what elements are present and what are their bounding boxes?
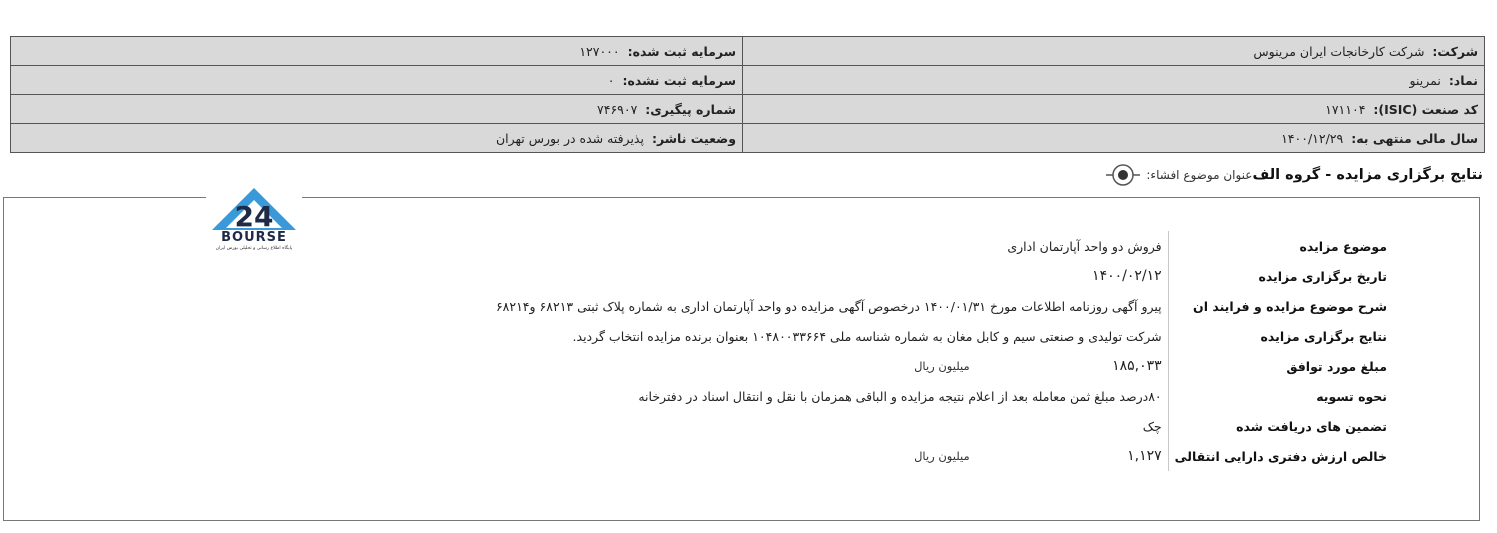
auction-date-value: ۱۴۰۰/۰۲/۱۲ — [1092, 268, 1162, 284]
net-book-value-unit: میلیون ریال — [914, 449, 970, 463]
auction-results-value: شرکت تولیدی و صنعتی سیم و کابل مغان به شماره شناسه ملی ۱۰۴۸۰۰۳۳۶۶۴ بعنوان برنده مزایده انتخاب گردید. — [572, 328, 1162, 344]
net-book-value-value: ۱,۱۲۷ — [1127, 448, 1162, 464]
auction-date-label: تاریخ برگزاری مزایده — [1168, 261, 1387, 291]
unregistered-capital-cell — [11, 66, 743, 95]
guarantees-label: تضمین های دریافت شده — [1168, 411, 1387, 441]
info-row — [11, 95, 1485, 124]
tracking-number-value: ۷۴۶۹۰۷ — [597, 101, 638, 117]
unregistered-capital-value: ۰ — [607, 72, 615, 88]
auction-details-table — [496, 231, 1387, 471]
logo-text: BOURSE — [221, 230, 287, 245]
tracking-number-label: شماره پیگیری: — [645, 101, 736, 117]
info-row — [11, 124, 1485, 153]
detail-row — [496, 261, 1387, 291]
auction-subject-value: فروش دو واحد آپارتمان اداری — [1007, 238, 1162, 254]
registered-capital-label: سرمایه ثبت شده: — [627, 43, 736, 59]
company-label: شرکت: — [1432, 43, 1478, 59]
agreed-amount-value: ۱۸۵,۰۳۳ — [1112, 358, 1162, 374]
tracking-number-cell — [11, 95, 743, 124]
symbol-cell — [743, 66, 1485, 95]
detail-row — [496, 381, 1387, 411]
settlement-value: ۸۰درصد مبلغ ثمن معامله بعد از اعلام نتیجه مزایده و الباقی همزمان با نقل و انتقال اسناد در دفترخانه — [638, 388, 1162, 404]
isic-label: کد صنعت (ISIC): — [1373, 101, 1478, 117]
svg-text:24: 24 — [234, 200, 274, 232]
isic-cell — [743, 95, 1485, 124]
registered-capital-value: ۱۲۷۰۰۰ — [579, 43, 620, 59]
auction-subject-label: موضوع مزایده — [1168, 231, 1387, 261]
bourse24-logo — [208, 186, 300, 258]
info-row — [11, 37, 1485, 66]
detail-row — [496, 411, 1387, 441]
subject-title: نتایج برگزاری مزایده - گروه الف — [1252, 167, 1483, 183]
agreed-amount-cell — [496, 351, 1168, 381]
fiscal-year-value: ۱۴۰۰/۱۲/۲۹ — [1281, 130, 1344, 146]
isic-value: ۱۷۱۱۰۴ — [1325, 101, 1366, 117]
fiscal-year-label: سال مالی منتهی به: — [1351, 130, 1478, 146]
auction-results-label: نتایج برگزاری مزایده — [1168, 321, 1387, 351]
unregistered-capital-label: سرمایه ثبت نشده: — [622, 72, 736, 88]
detail-row — [496, 321, 1387, 351]
detail-row — [496, 231, 1387, 261]
fiscal-year-cell — [743, 124, 1485, 153]
detail-row — [496, 291, 1387, 321]
net-book-value-label: خالص ارزش دفتری دارایی انتقالی — [1168, 441, 1387, 471]
symbol-label: نماد: — [1448, 72, 1478, 88]
auction-description-value: پیرو آگهی روزنامه اطلاعات مورخ ۱۴۰۰/۰۱/۳۱ درخصوص آگهی مزایده دو واحد آپارتمان اداری به شماره پلاک ثبتی ۶۸۲۱۳ و۶۸۲۱۴ — [495, 298, 1162, 314]
guarantees-value: چک — [1142, 418, 1162, 434]
detail-row — [496, 351, 1387, 381]
detail-row — [496, 441, 1387, 471]
company-value: شرکت کارخانجات ایران مرینوس — [1253, 43, 1425, 59]
publisher-status-value: پذیرفته شده در بورس تهران — [496, 130, 644, 146]
info-row — [11, 66, 1485, 95]
disclosure-subject — [1102, 160, 1483, 190]
settlement-label: نحوه تسویه — [1168, 381, 1387, 411]
subject-label: عنوان موضوع افشاء: — [1146, 168, 1253, 182]
company-info-table — [10, 36, 1485, 153]
publisher-status-label: وضعیت ناشر: — [651, 130, 736, 146]
agreed-amount-unit: میلیون ریال — [914, 359, 970, 373]
symbol-value: نمرینو — [1409, 72, 1441, 88]
company-cell — [743, 37, 1485, 66]
registered-capital-cell — [11, 37, 743, 66]
auction-date-cell — [496, 261, 1168, 291]
publisher-status-cell — [11, 124, 743, 153]
agreed-amount-label: مبلغ مورد توافق — [1168, 351, 1387, 381]
auction-description-label: شرح موضوع مزایده و فرایند ان — [1168, 291, 1387, 321]
target-icon — [1106, 160, 1140, 190]
logo-subtext: پایگاه اطلاع رسانی و تحلیلی بورس ایران — [215, 246, 293, 251]
net-book-value-cell — [496, 441, 1168, 471]
